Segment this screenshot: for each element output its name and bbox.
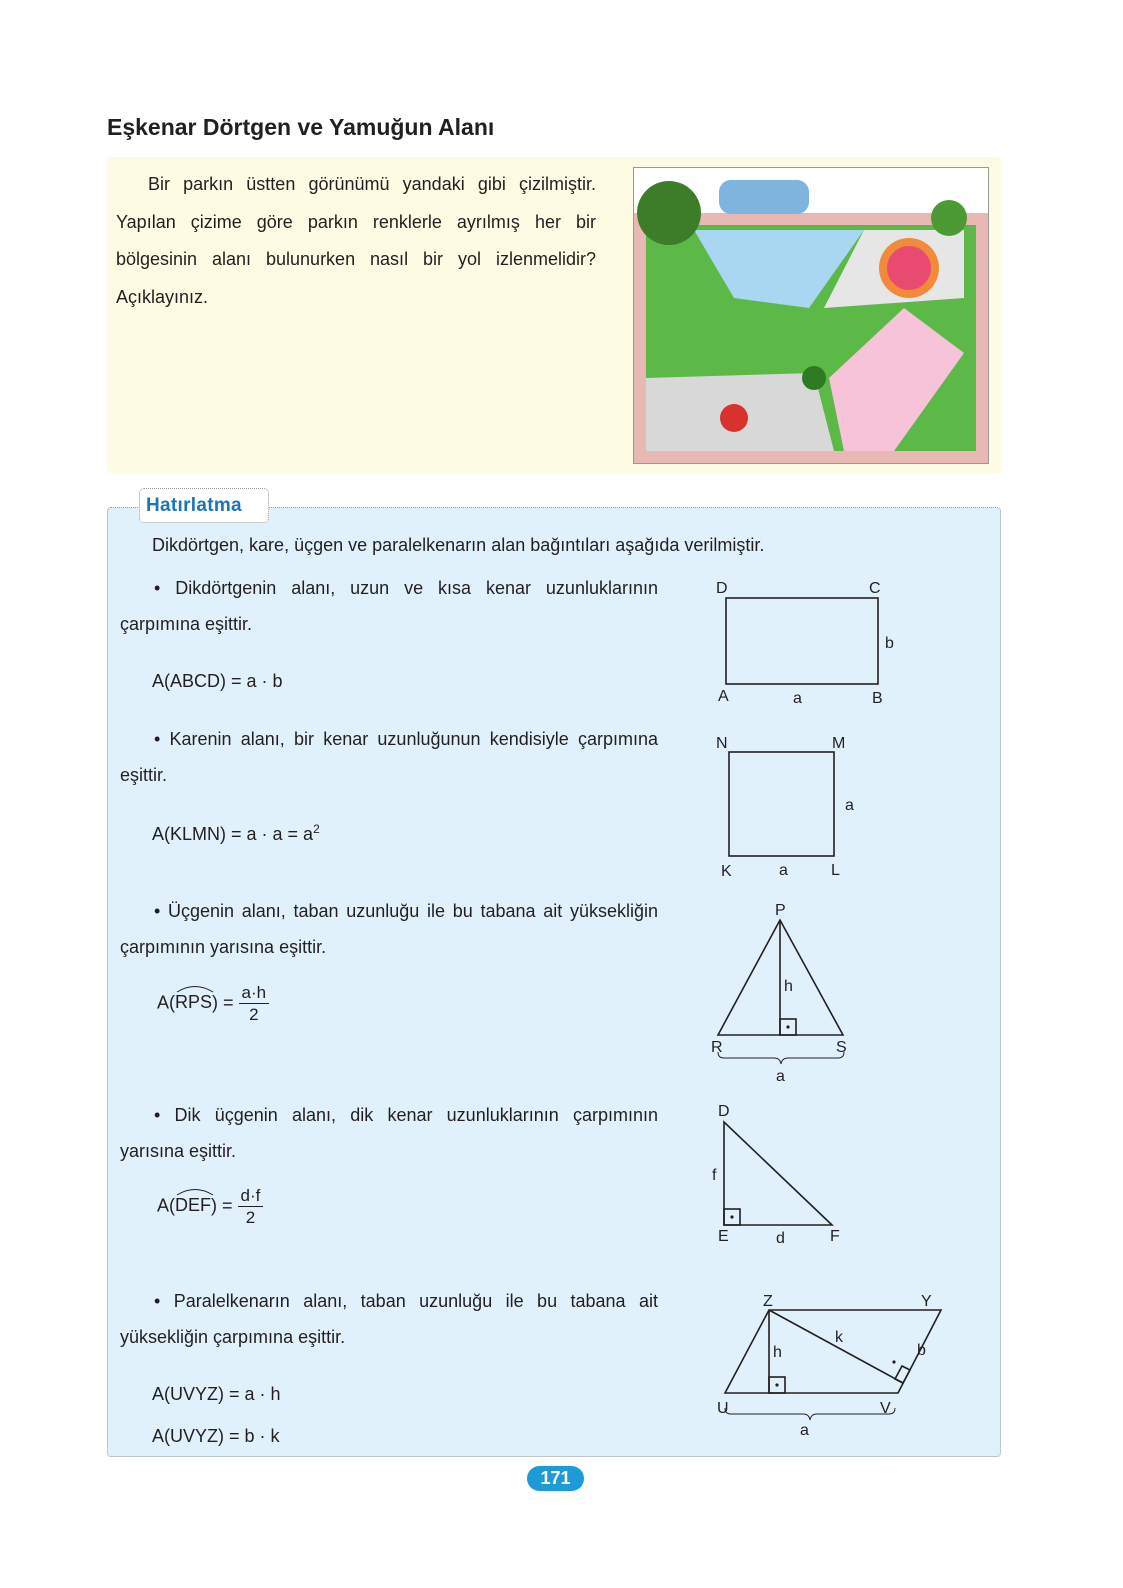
page-title: Eşkenar Dörtgen ve Yamuğun Alanı	[107, 114, 495, 140]
square-rule: • Karenin alanı, bir kenar uzunluğunun kendisiyle çarpımına eşittir.	[120, 729, 658, 785]
svg-text:D: D	[718, 1103, 730, 1120]
rectangle-labels	[716, 580, 894, 707]
svg-text:h: h	[773, 1344, 782, 1361]
svg-text:L: L	[831, 862, 840, 879]
svg-text:d: d	[776, 1230, 785, 1247]
svg-text:a: a	[776, 1068, 785, 1085]
intro-text: Bir parkın üstten görünümü yandaki gibi çizilmiştir. Yapılan çizime göre parkın renklerle ayrılmış her bir bölgesinin alanı bulunurken nasıl bir yol izlenmelidir? Açıklayınız.	[116, 174, 596, 307]
svg-text:h: h	[784, 978, 793, 995]
reminder-lead: Dikdörtgen, kare, üçgen ve paralelkenarın alan bağıntıları aşağıda verilmiştir.	[152, 535, 765, 555]
parallelogram-diagram	[725, 1310, 941, 1420]
svg-text:A: A	[718, 688, 729, 705]
page-number: 171	[527, 1466, 584, 1491]
parallelogram-formula-1: A(UVYZ) = a · h	[152, 1384, 281, 1404]
parallelogram-labels	[717, 1293, 932, 1439]
svg-text:N: N	[716, 735, 728, 752]
svg-text:Y: Y	[921, 1293, 932, 1310]
svg-text:E: E	[718, 1228, 729, 1245]
square-diagram	[729, 752, 834, 856]
triangle-rule: • Üçgenin alanı, taban uzunluğu ile bu tabana ait yüksekliğin çarpımının yarısına eşittir.	[120, 901, 658, 957]
right-triangle-formula: A( DEF) = $\frac{d\cdot f}{2}$	[157, 1185, 263, 1228]
right-triangle-rule: • Dik üçgenin alanı, dik kenar uzunluklarının çarpımının yarısına eşittir.	[120, 1105, 658, 1161]
svg-text:V: V	[880, 1400, 891, 1417]
rectangle-rule: • Dikdörtgenin alanı, uzun ve kısa kenar uzunluklarının çarpımına eşittir.	[120, 578, 658, 634]
svg-text:a: a	[779, 862, 788, 879]
svg-text:k: k	[835, 1329, 843, 1346]
rectangle-diagram	[726, 598, 878, 684]
svg-text:C: C	[869, 580, 881, 597]
reminder-label: Hatırlatma	[139, 488, 269, 523]
svg-text:f: f	[712, 1167, 717, 1184]
svg-text:a: a	[793, 690, 802, 707]
svg-text:F: F	[830, 1228, 840, 1245]
svg-text:B: B	[872, 690, 883, 707]
triangle-diagram	[718, 920, 844, 1064]
svg-text:P: P	[775, 902, 786, 919]
svg-text:Z: Z	[763, 1293, 773, 1310]
svg-text:b: b	[917, 1342, 926, 1359]
parallelogram-rule: • Paralelkenarın alanı, taban uzunluğu ile bu tabana ait yüksekliğin çarpımına eşittir.	[120, 1291, 658, 1347]
svg-text:R: R	[711, 1039, 723, 1056]
square-formula: A(KLMN) = $a \cdot a = a^2$	[152, 822, 320, 844]
parallelogram-formula-2: A(UVYZ) = b · k	[152, 1426, 280, 1446]
rectangle-formula: A(ABCD) = a · b	[152, 671, 283, 691]
svg-text:K: K	[721, 863, 732, 880]
svg-text:a: a	[800, 1422, 809, 1439]
svg-text:S: S	[836, 1039, 847, 1056]
right-triangle-diagram	[724, 1122, 832, 1225]
svg-text:M: M	[832, 735, 846, 752]
svg-text:U: U	[717, 1400, 729, 1417]
triangle-formula: A( RPS) = $\frac{a\cdot h}{2}$	[157, 982, 269, 1025]
svg-text:a: a	[845, 797, 854, 814]
svg-text:D: D	[716, 580, 728, 597]
svg-text:b: b	[885, 635, 894, 652]
